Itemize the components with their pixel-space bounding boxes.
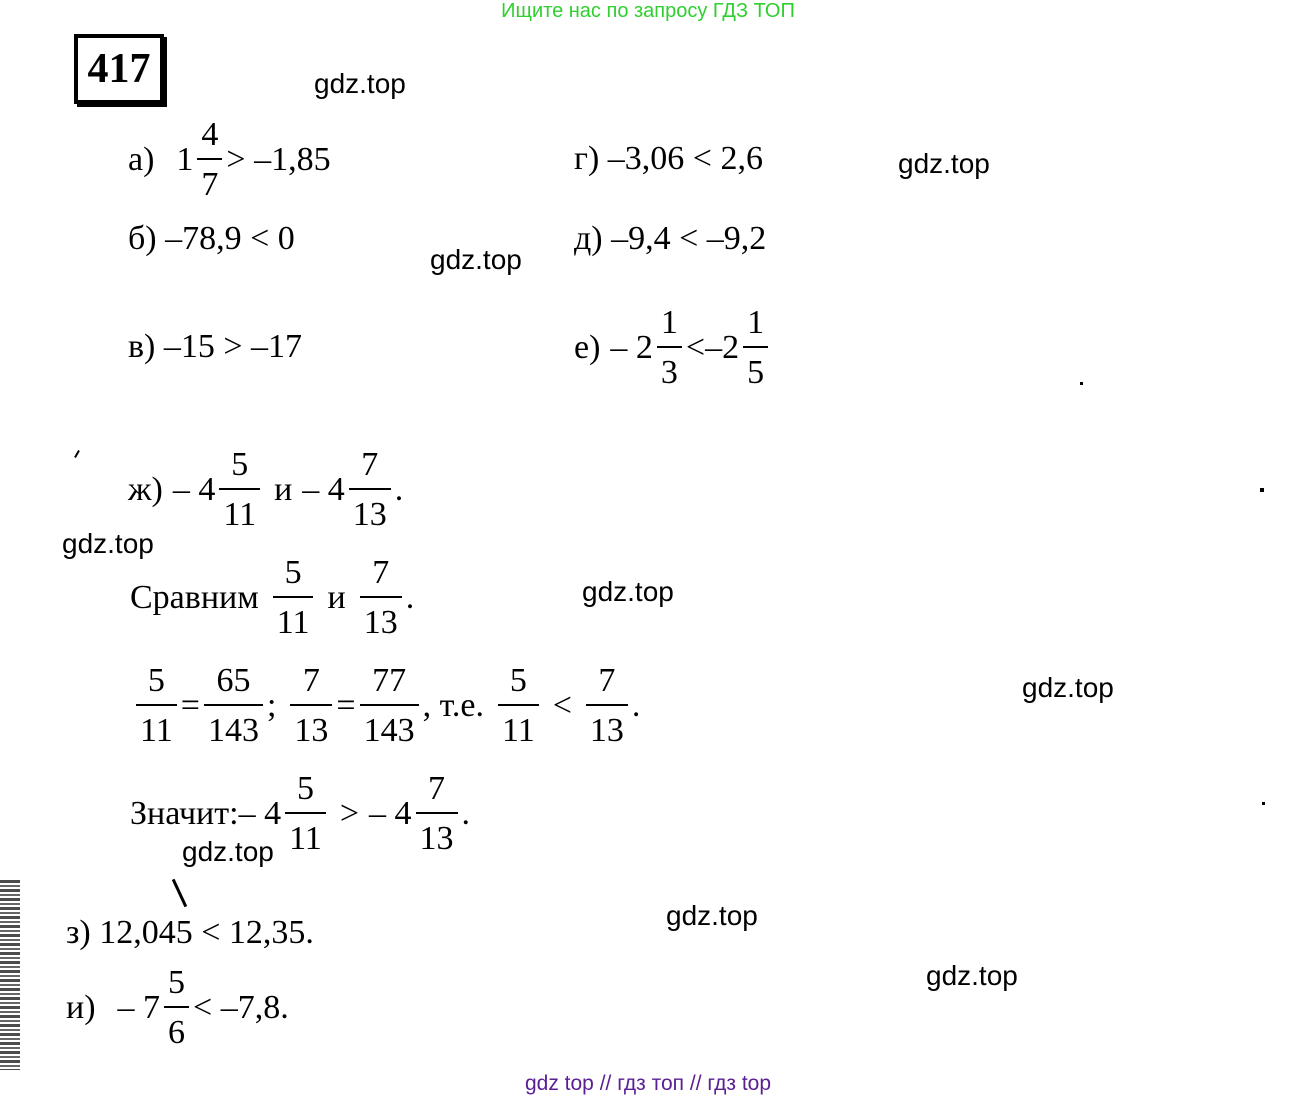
numerator: 7	[598, 662, 616, 699]
denominator: 11	[285, 812, 326, 856]
numerator: 5	[168, 964, 186, 1001]
conjunction: и	[327, 579, 346, 616]
fraction	[219, 448, 260, 532]
inequality-rest: < –7,8.	[193, 989, 289, 1026]
fraction	[360, 556, 402, 640]
conclusion-label: Значит:	[130, 795, 239, 832]
scan-speck	[74, 450, 80, 458]
denominator: 13	[586, 704, 628, 748]
whole-part: – 7	[117, 989, 161, 1026]
scan-speck	[1260, 488, 1264, 492]
operator: >	[339, 795, 359, 832]
whole-part: – 4	[172, 471, 216, 508]
fraction	[743, 306, 768, 390]
item-b: б) –78,9 < 0	[128, 220, 295, 257]
watermark: gdz.top	[62, 528, 154, 559]
scan-edge-artifact	[0, 880, 20, 1070]
denominator: 7	[197, 158, 222, 202]
whole-part: – 4	[369, 795, 412, 832]
operator: <	[685, 329, 706, 366]
fraction	[136, 664, 177, 748]
numerator: 1	[660, 304, 678, 341]
fraction	[273, 556, 314, 640]
watermark: gdz.top	[582, 576, 674, 607]
watermark: gdz.top	[926, 960, 1018, 991]
period: .	[405, 579, 415, 616]
item-g: г) –3,06 < 2,6	[574, 140, 763, 177]
item-label: и)	[66, 989, 96, 1026]
numerator: 77	[372, 662, 407, 699]
denominator: 13	[416, 812, 458, 856]
period: .	[461, 795, 470, 832]
fraction	[360, 664, 419, 748]
conjunction: и	[274, 471, 293, 508]
problem-number: 417	[74, 34, 164, 104]
denominator: 5	[743, 346, 768, 390]
period: .	[394, 471, 404, 508]
numerator: 5	[231, 446, 249, 483]
denominator: 143	[204, 704, 263, 748]
whole-part: – 4	[238, 795, 282, 832]
fraction	[657, 306, 682, 390]
numerator: 5	[296, 770, 314, 807]
compare-line	[130, 556, 414, 640]
fraction	[586, 664, 628, 748]
item-label: а)	[128, 141, 155, 178]
whole-part: – 2	[610, 329, 653, 366]
that-is-text: , т.е.	[422, 687, 484, 724]
whole-part: 1	[176, 141, 194, 178]
item-i	[66, 966, 289, 1050]
denominator: 3	[657, 346, 682, 390]
numerator: 5	[147, 662, 165, 699]
numerator: 7	[361, 446, 379, 483]
numerator: 1	[747, 304, 765, 341]
item-d: д) –9,4 < –9,2	[574, 220, 767, 257]
compare-label: Сравним	[130, 579, 259, 616]
watermark: gdz.top	[182, 836, 274, 867]
item-zh	[128, 448, 403, 532]
watermark: gdz.top	[898, 148, 990, 179]
fraction	[498, 664, 539, 748]
operator: <	[552, 687, 572, 724]
separator: ;	[266, 687, 277, 724]
denominator: 6	[164, 1006, 189, 1050]
numerator: 7	[302, 662, 320, 699]
denominator: 11	[136, 704, 177, 748]
scan-speck	[1080, 382, 1083, 385]
equivalence-line	[132, 664, 640, 748]
period: .	[631, 687, 641, 724]
scan-speck	[1262, 802, 1265, 805]
watermark: gdz.top	[314, 68, 406, 99]
numerator: 7	[428, 770, 445, 807]
numerator: 5	[509, 662, 527, 699]
denominator: 13	[349, 488, 391, 532]
fraction	[204, 664, 263, 748]
numerator: 5	[284, 554, 302, 591]
search-banner: Ищите нас по запросу ГДЗ ТОП	[501, 0, 795, 22]
item-v: в) –15 > –17	[128, 328, 303, 365]
item-z: з) 12,045 < 12,35.	[66, 914, 314, 951]
inequality-rest: > –1,85	[226, 141, 331, 178]
watermark: gdz.top	[666, 900, 758, 931]
fraction	[164, 966, 189, 1050]
conclusion-line	[130, 772, 470, 856]
fraction	[416, 772, 458, 856]
numerator: 4	[201, 116, 219, 153]
fraction	[349, 448, 391, 532]
item-e	[574, 306, 772, 390]
denominator: 143	[360, 704, 419, 748]
scan-speck	[172, 879, 187, 907]
item-label: ж)	[128, 471, 163, 508]
fraction	[290, 664, 332, 748]
numerator: 65	[216, 662, 251, 699]
equals-sign: =	[336, 687, 356, 724]
denominator: 11	[498, 704, 539, 748]
item-label: е)	[574, 329, 601, 366]
denominator: 13	[290, 704, 332, 748]
watermark: gdz.top	[1022, 672, 1114, 703]
whole-part: – 4	[302, 471, 345, 508]
equals-sign: =	[180, 687, 200, 724]
numerator: 7	[372, 554, 390, 591]
watermark: gdz.top	[430, 244, 522, 275]
item-a	[128, 118, 331, 202]
fraction	[197, 118, 222, 202]
fraction	[285, 772, 326, 856]
denominator: 11	[219, 488, 260, 532]
denominator: 11	[273, 596, 314, 640]
denominator: 13	[360, 596, 402, 640]
whole-part: –2	[705, 329, 740, 366]
footer-watermark: gdz top // гдз топ // гдз top	[524, 1072, 772, 1095]
